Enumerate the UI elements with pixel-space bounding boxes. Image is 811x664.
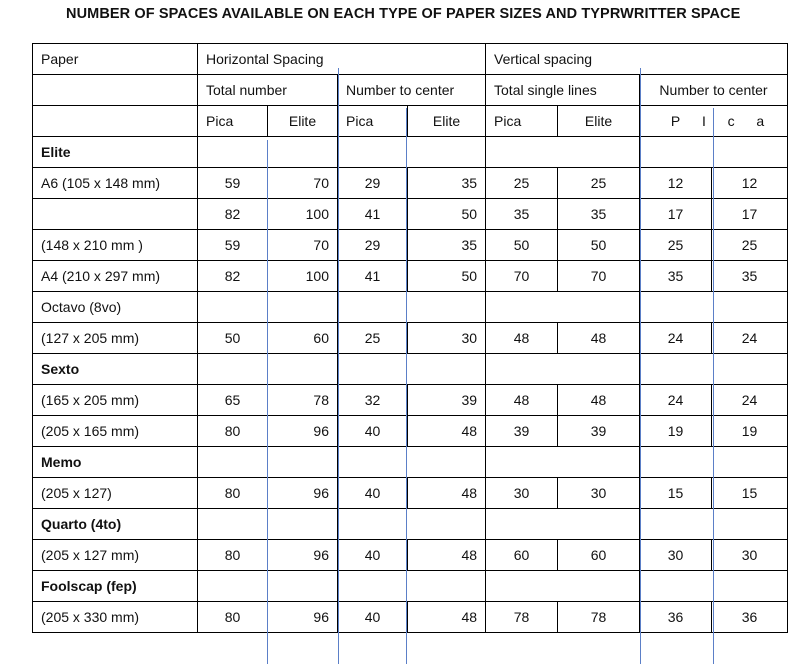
header-elite: Elite: [558, 106, 640, 137]
header-vertical-spacing: Vertical spacing: [486, 44, 788, 75]
value-cell: 15: [712, 478, 788, 509]
table-row: [33, 261, 788, 292]
value-cell: 25: [640, 230, 712, 261]
value-cell: 96: [268, 540, 338, 571]
value-cell: 78: [268, 385, 338, 416]
value-cell: 40: [338, 540, 408, 571]
table-row: [33, 230, 788, 261]
header-pica: Pica: [486, 106, 558, 137]
table-row: [33, 602, 788, 633]
value-cell: 96: [268, 478, 338, 509]
header-total-single-lines: Total single lines: [486, 75, 640, 106]
section-label: Sexto: [33, 354, 198, 385]
empty-cell: [338, 137, 486, 168]
ruler-line: [267, 140, 268, 664]
value-cell: 39: [408, 385, 486, 416]
value-cell: 41: [338, 261, 408, 292]
value-cell: 96: [268, 602, 338, 633]
value-cell: 39: [486, 416, 558, 447]
value-cell: 36: [640, 602, 712, 633]
paper-size-label: (127 x 205 mm): [33, 323, 198, 354]
paper-size-label: (205 x 165 mm): [33, 416, 198, 447]
ruler-line: [338, 68, 339, 664]
value-cell: 24: [640, 385, 712, 416]
paper-size-label: A6 (105 x 148 mm): [33, 168, 198, 199]
empty-cell: [486, 137, 640, 168]
value-cell: 70: [486, 261, 558, 292]
table-row: [33, 168, 788, 199]
value-cell: 80: [198, 540, 268, 571]
header-elite: Elite: [268, 106, 338, 137]
paper-size-label: (205 x 127 mm): [33, 540, 198, 571]
empty-cell: [338, 354, 486, 385]
value-cell: 29: [338, 168, 408, 199]
value-cell: 35: [408, 230, 486, 261]
value-cell: 65: [198, 385, 268, 416]
value-cell: 35: [558, 199, 640, 230]
table-row: [33, 478, 788, 509]
header-empty-cell: [33, 75, 198, 106]
pica-letter: P: [670, 113, 681, 129]
value-cell: 24: [712, 385, 788, 416]
empty-cell: [486, 509, 640, 540]
value-cell: 59: [198, 230, 268, 261]
paper-size-label: (205 x 330 mm): [33, 602, 198, 633]
value-cell: 48: [558, 323, 640, 354]
pica-letter: a: [756, 113, 765, 129]
header-empty-cell: [33, 106, 198, 137]
header-horizontal-spacing: Horizontal Spacing: [198, 44, 486, 75]
value-cell: 70: [268, 230, 338, 261]
value-cell: 48: [408, 602, 486, 633]
header-row-2: [33, 75, 788, 106]
value-cell: 50: [558, 230, 640, 261]
paper-size-label: (148 x 210 mm ): [33, 230, 198, 261]
value-cell: 59: [198, 168, 268, 199]
ruler-line: [406, 108, 407, 664]
paper-sizes-table: [32, 43, 788, 633]
empty-cell: [486, 354, 640, 385]
value-cell: 12: [712, 168, 788, 199]
table-row: [33, 540, 788, 571]
value-cell: 48: [486, 385, 558, 416]
value-cell: 35: [408, 168, 486, 199]
paper-size-label: [33, 199, 198, 230]
value-cell: 78: [558, 602, 640, 633]
value-cell: 12: [640, 168, 712, 199]
paper-size-label: (205 x 127): [33, 478, 198, 509]
value-cell: 50: [198, 323, 268, 354]
value-cell: 32: [338, 385, 408, 416]
section-label: Memo: [33, 447, 198, 478]
empty-cell: [338, 292, 486, 323]
value-cell: 36: [712, 602, 788, 633]
value-cell: 100: [268, 199, 338, 230]
pica-letter: I: [701, 113, 706, 129]
table-row: [33, 137, 788, 168]
ruler-line: [640, 68, 641, 664]
value-cell: 50: [486, 230, 558, 261]
value-cell: 30: [712, 540, 788, 571]
header-pica: Pica: [338, 106, 408, 137]
value-cell: 80: [198, 416, 268, 447]
value-cell: 41: [338, 199, 408, 230]
table-row: [33, 571, 788, 602]
table-row: [33, 416, 788, 447]
value-cell: 39: [558, 416, 640, 447]
value-cell: 40: [338, 478, 408, 509]
value-cell: 35: [486, 199, 558, 230]
table-row: [33, 292, 788, 323]
header-paper: Paper: [33, 44, 198, 75]
paper-size-label: (165 x 205 mm): [33, 385, 198, 416]
header-number-to-center-v: Number to center: [640, 75, 788, 106]
table-row: [33, 323, 788, 354]
table-row: [33, 385, 788, 416]
value-cell: 24: [712, 323, 788, 354]
header-row-3: [33, 106, 788, 137]
value-cell: 70: [268, 168, 338, 199]
empty-cell: [486, 447, 640, 478]
value-cell: 82: [198, 199, 268, 230]
value-cell: 100: [268, 261, 338, 292]
value-cell: 30: [640, 540, 712, 571]
table-row: [33, 354, 788, 385]
empty-cell: [486, 571, 640, 602]
value-cell: 78: [486, 602, 558, 633]
value-cell: 48: [408, 478, 486, 509]
value-cell: 25: [338, 323, 408, 354]
value-cell: 17: [640, 199, 712, 230]
value-cell: 19: [712, 416, 788, 447]
value-cell: 19: [640, 416, 712, 447]
value-cell: 48: [408, 416, 486, 447]
value-cell: 35: [640, 261, 712, 292]
value-cell: 25: [558, 168, 640, 199]
value-cell: 25: [712, 230, 788, 261]
paper-size-label: A4 (210 x 297 mm): [33, 261, 198, 292]
value-cell: 29: [338, 230, 408, 261]
empty-cell: [486, 292, 640, 323]
value-cell: 48: [408, 540, 486, 571]
value-cell: 15: [640, 478, 712, 509]
value-cell: 50: [408, 261, 486, 292]
value-cell: 24: [640, 323, 712, 354]
value-cell: 48: [558, 385, 640, 416]
value-cell: 40: [338, 602, 408, 633]
value-cell: 40: [338, 416, 408, 447]
section-label: Quarto (4to): [33, 509, 198, 540]
value-cell: 60: [486, 540, 558, 571]
header-total-number: Total number: [198, 75, 338, 106]
header-row-1: [33, 44, 788, 75]
value-cell: 30: [558, 478, 640, 509]
section-label: Foolscap (fep): [33, 571, 198, 602]
pica-letter: c: [727, 113, 735, 129]
header-number-to-center-h: Number to center: [338, 75, 486, 106]
value-cell: 30: [408, 323, 486, 354]
header-pica: Pica: [198, 106, 268, 137]
value-cell: 80: [198, 478, 268, 509]
table-row: [33, 199, 788, 230]
value-cell: 82: [198, 261, 268, 292]
value-cell: 25: [486, 168, 558, 199]
table-row: [33, 447, 788, 478]
empty-cell: [338, 571, 486, 602]
document-title: NUMBER OF SPACES AVAILABLE ON EACH TYPE OF PAPER SIZES AND TYPRWRITTER SPACE: [66, 6, 741, 22]
value-cell: 50: [408, 199, 486, 230]
value-cell: 70: [558, 261, 640, 292]
value-cell: 30: [486, 478, 558, 509]
table-row: [33, 509, 788, 540]
value-cell: 48: [486, 323, 558, 354]
empty-cell: [338, 509, 486, 540]
section-label: Elite: [33, 137, 198, 168]
empty-cell: [338, 447, 486, 478]
value-cell: 17: [712, 199, 788, 230]
value-cell: 60: [558, 540, 640, 571]
paper-size-label: Octavo (8vo): [33, 292, 198, 323]
ruler-line: [713, 108, 714, 664]
value-cell: 60: [268, 323, 338, 354]
header-elite: Elite: [408, 106, 486, 137]
value-cell: 80: [198, 602, 268, 633]
value-cell: 96: [268, 416, 338, 447]
value-cell: 35: [712, 261, 788, 292]
